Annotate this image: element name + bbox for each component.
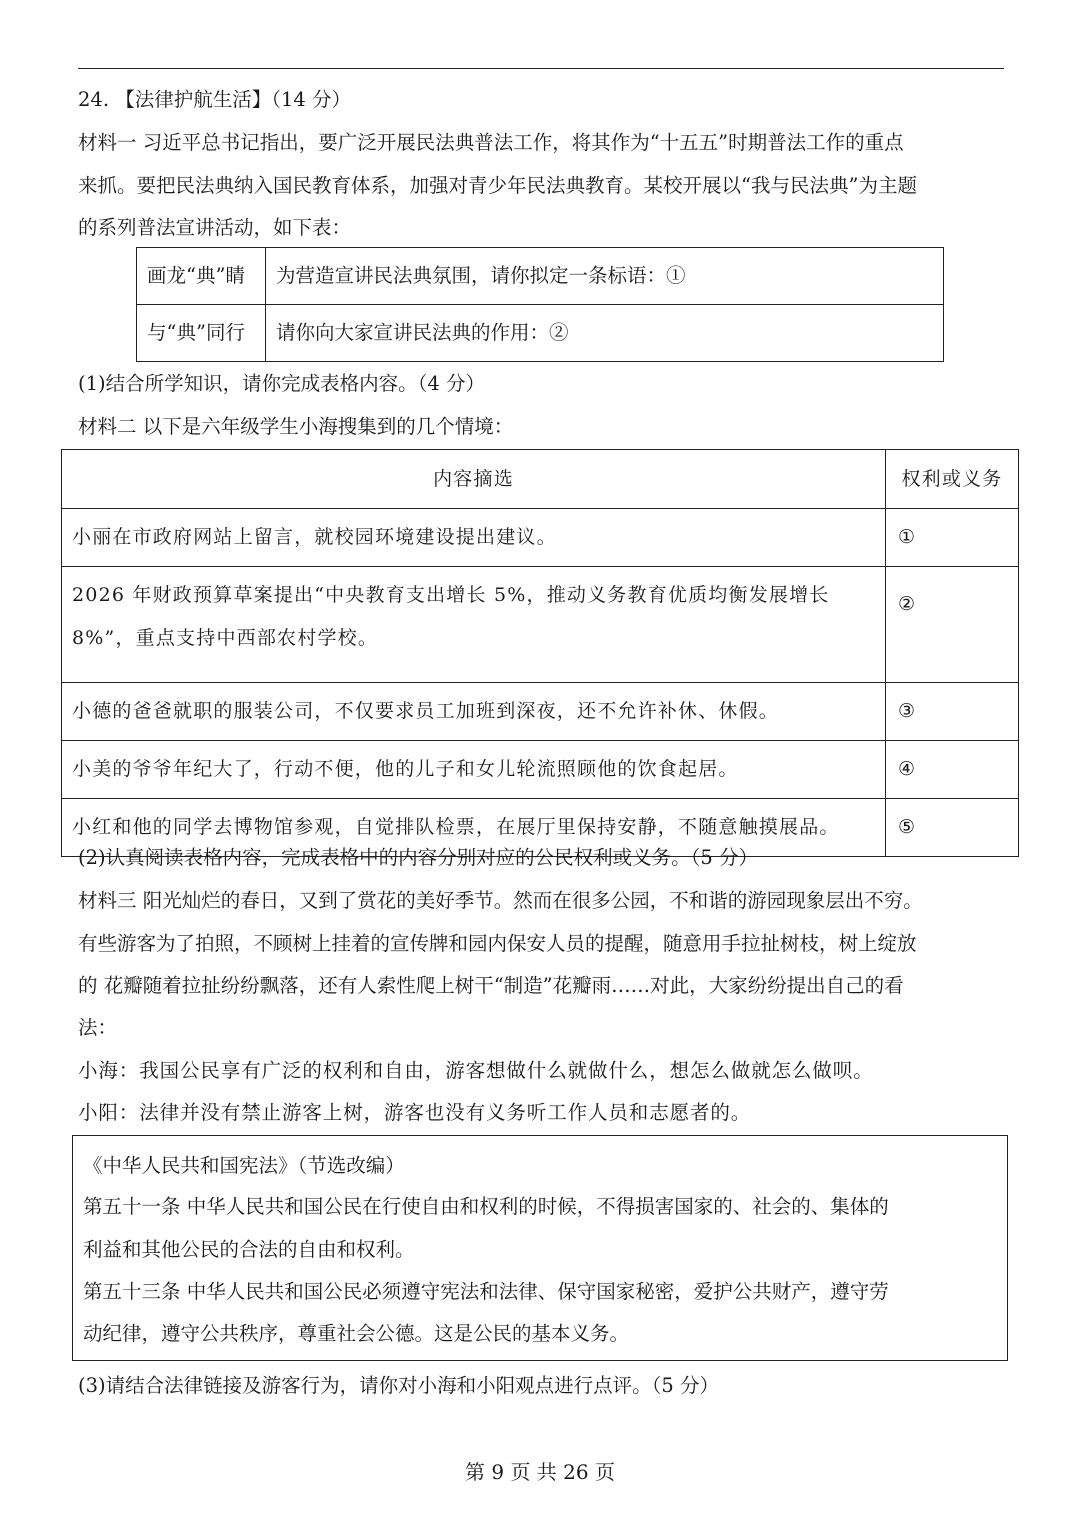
material1-line-3: 的系列普法宣讲活动，如下表： <box>78 216 352 239</box>
row-content: 小红和他的同学去博物馆参观，自觉排队检票，在展厅里保持安静，不随意触摸展品。 <box>62 799 886 857</box>
material3-line-2: 有些游客为了拍照，不顾树上挂着的宣传牌和园内保安人员的提醒，随意用手拉扯树枝，树上绽放 <box>78 932 917 955</box>
answer-slot: ④ <box>886 741 1019 799</box>
row-content: 小丽在市政府网站上留言，就校园环境建设提出建议。 <box>62 509 886 567</box>
material1-line-1: 材料一 习近平总书记指出，要广泛开展民法典普法工作，将其作为“十五五”时期普法工作的重点 <box>78 131 904 154</box>
row-content: 2026 年财政预算草案提出“中央教育支出增长 5%，推动义务教育优质均衡发展增长 8%”，重点支持中西部农村学校。 <box>62 567 886 683</box>
law-line-3: 第五十三条 中华人民共和国公民必须遵守宪法和法律、保守国家秘密，爱护公共财产，遵守劳 <box>83 1280 889 1303</box>
table-row <box>62 567 1019 683</box>
scenario-header-row <box>62 450 1019 509</box>
activity-row <box>137 248 944 305</box>
question-heading <box>78 90 351 110</box>
material2-intro: 材料二 以下是六年级学生小海搜集到的几个情境： <box>78 415 514 438</box>
activity-key: 画龙“典”睛 <box>137 248 266 305</box>
table-row <box>62 741 1019 799</box>
law-line-4: 动纪律，遵守公共秩序，尊重社会公德。这是公民的基本义务。 <box>83 1322 630 1345</box>
subquestion-3: (3)请结合法律链接及游客行为，请你对小海和小阳观点进行点评。（5 分） <box>78 1374 719 1397</box>
answer-slot: ② <box>886 567 1019 683</box>
activity-value: 请你向大家宣讲民法典的作用：② <box>266 305 944 362</box>
activity-table <box>136 247 944 362</box>
answer-slot: ③ <box>886 683 1019 741</box>
activity-value: 为营造宣讲民法典氛围，请你拟定一条标语：① <box>266 248 944 305</box>
question-title: 【法律护航生活】（14 分） <box>115 88 351 111</box>
answer-slot: ① <box>886 509 1019 567</box>
law-link-box <box>72 1135 1008 1361</box>
subquestion-2: (2)认真阅读表格内容，完成表格中的内容分别对应的公民权利或义务。（5 分） <box>78 846 758 869</box>
material1-line-2: 来抓。要把民法典纳入国民教育体系，加强对青少年民法典教育。某校开展以“我与民法典”为主题 <box>78 174 917 197</box>
opinion-xiaohai: 小海：我国公民享有广泛的权利和自由，游客想做什么就做什么，想怎么做就怎么做呗。 <box>78 1059 874 1082</box>
activity-key: 与“典”同行 <box>137 305 266 362</box>
top-rule <box>78 68 1004 69</box>
page-footer: 第 9 页 共 26 页 <box>465 1460 615 1484</box>
table-row <box>62 509 1019 567</box>
subquestion-1: (1)结合所学知识，请你完成表格内容。（4 分） <box>78 372 485 395</box>
law-line-2: 利益和其他公民的合法的自由和权利。 <box>83 1238 415 1261</box>
activity-row <box>137 305 944 362</box>
material3-line-1: 材料三 阳光灿烂的春日，又到了赏花的美好季节。然而在很多公园，不和谐的游园现象层出不穷。 <box>78 889 923 912</box>
opinion-xiaoyang: 小阳：法律并没有禁止游客上树，游客也没有义务听工作人员和志愿者的。 <box>78 1101 752 1124</box>
law-line-1: 第五十一条 中华人民共和国公民在行使自由和权利的时候，不得损害国家的、社会的、集体的 <box>83 1195 889 1218</box>
material3-line-3: 的 花瓣随着拉扯纷纷飘落，还有人索性爬上树干“制造”花瓣雨……对此，大家纷纷提出自己的看 <box>78 974 904 997</box>
header-content: 内容摘选 <box>62 450 886 509</box>
header-right-duty: 权利或义务 <box>886 450 1019 509</box>
row-content: 小德的爸爸就职的服装公司，不仅要求员工加班到深夜，还不允许补休、休假。 <box>62 683 886 741</box>
scenario-table <box>61 449 1019 857</box>
question-number: 24. <box>78 88 110 111</box>
law-title: 《中华人民共和国宪法》（节选改编） <box>83 1154 405 1177</box>
table-row <box>62 683 1019 741</box>
row-content: 小美的爷爷年纪大了，行动不便，他的儿子和女儿轮流照顾他的饮食起居。 <box>62 741 886 799</box>
material3-line-4: 法： <box>78 1016 118 1039</box>
answer-slot: ⑤ <box>886 799 1019 857</box>
